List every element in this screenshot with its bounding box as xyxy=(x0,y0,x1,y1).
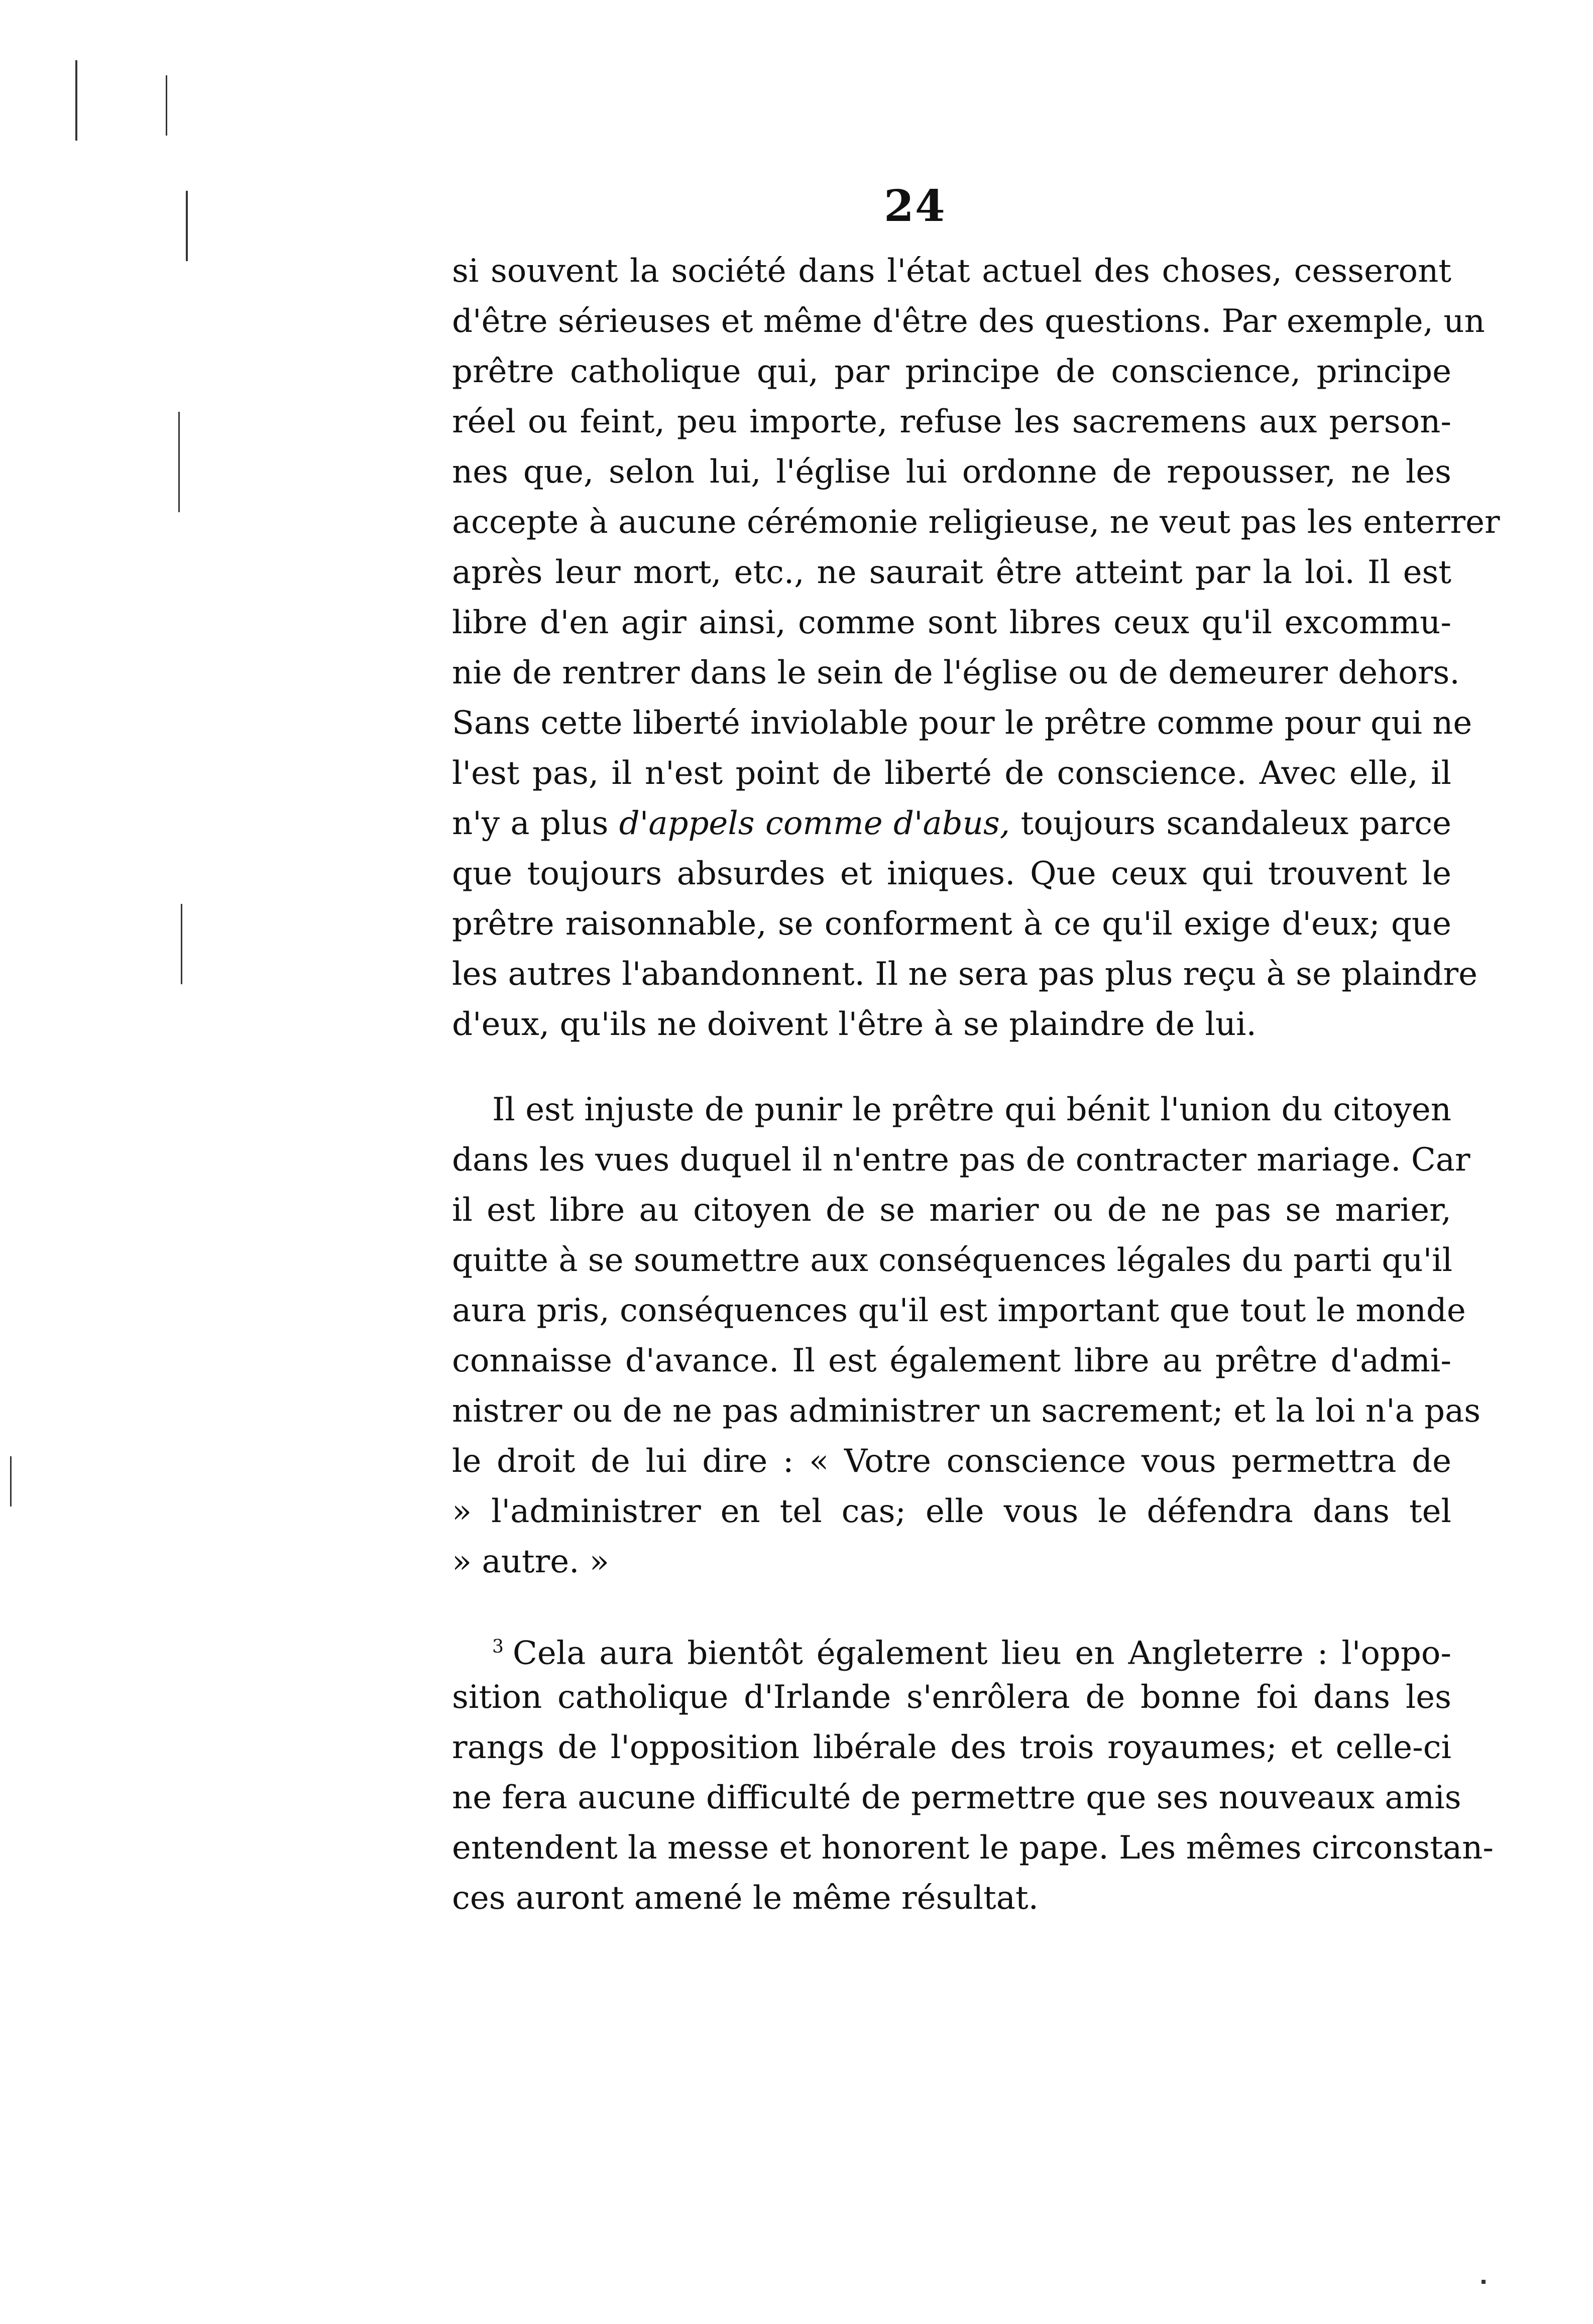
text-line: ces auront amené le même résultat. xyxy=(452,1880,1039,1917)
text-line: entendent la messe et honorent le pape. Les mêmes circonstan- xyxy=(452,1829,1494,1867)
text-line-mixed xyxy=(452,798,1451,849)
scan-artifact xyxy=(166,75,167,136)
text-line: » l'administrer en tel cas; elle vous le défendra dans tel xyxy=(452,1493,1451,1530)
scan-artifact xyxy=(10,1456,12,1506)
page-number: 24 xyxy=(884,181,946,231)
text-line: réel ou feint, peu importe, refuse les sacremens aux person- xyxy=(452,403,1451,440)
text-segment: n'y a plus xyxy=(452,805,619,842)
text-line: que toujours absurdes et iniques. Que ceux qui trouvent le xyxy=(452,855,1451,892)
italic-phrase: d'appels comme d'abus, xyxy=(619,805,1010,842)
footnote-marker: 3 xyxy=(492,1637,504,1657)
text-line: dans les vues duquel il n'entre pas de contracter mariage. Car xyxy=(452,1141,1470,1179)
text-line: nes que, selon lui, l'église lui ordonne de repousser, ne les xyxy=(452,453,1451,491)
text-line: libre d'en agir ainsi, comme sont libres ceux qu'il excommu- xyxy=(452,604,1451,641)
text-segment: Cela aura bientôt également lieu en Angleterre : l'oppo- xyxy=(512,1635,1451,1672)
text-line: l'est pas, il n'est point de liberté de conscience. Avec elle, il xyxy=(452,755,1451,792)
scan-artifact xyxy=(186,191,188,261)
text-line: quitte à se soumettre aux conséquences légales du parti qu'il xyxy=(452,1242,1453,1279)
text-line: d'être sérieuses et même d'être des questions. Par exemple, un xyxy=(452,303,1485,340)
text-line: » autre. » xyxy=(452,1543,609,1580)
paragraph-1 xyxy=(452,246,1500,1050)
text-line: les autres l'abandonnent. Il ne sera pas plus reçu à se plaindre xyxy=(452,956,1477,993)
text-line: nie de rentrer dans le sein de l'église ou de demeurer dehors. xyxy=(452,654,1460,691)
text-line: prêtre catholique qui, par principe de conscience, principe xyxy=(452,353,1451,390)
text-line: aura pris, conséquences qu'il est important que tout le monde xyxy=(452,1292,1466,1329)
text-line: d'eux, qu'ils ne doivent l'être à se plaindre de lui. xyxy=(452,1006,1257,1043)
scan-artifact xyxy=(181,904,182,984)
paragraph-2 xyxy=(452,1085,1481,1587)
text-line: le droit de lui dire : « Votre conscience vous permettra de xyxy=(452,1443,1451,1480)
text-line: nistrer ou de ne pas administrer un sacrement; et la loi n'a pas xyxy=(452,1392,1481,1430)
text-line: après leur mort, etc., ne saurait être atteint par la loi. Il est xyxy=(452,554,1451,591)
text-line: ne fera aucune difficulté de permettre que ses nouveaux amis xyxy=(452,1779,1461,1816)
text-line: sition catholique d'Irlande s'enrôlera de bonne foi dans les xyxy=(452,1679,1451,1716)
footnote-3 xyxy=(452,1622,1494,1923)
text-line: Sans cette liberté inviolable pour le prêtre comme pour qui ne xyxy=(452,705,1472,742)
text-line: Il est injuste de punir le prêtre qui bénit l'union du citoyen xyxy=(492,1091,1451,1128)
text-line: connaisse d'avance. Il est également libre au prêtre d'admi- xyxy=(452,1342,1451,1379)
text-line: rangs de l'opposition libérale des trois royaumes; et celle-ci xyxy=(452,1729,1451,1766)
text-line: si souvent la société dans l'état actuel des choses, cesseront xyxy=(452,253,1451,290)
scan-artifact xyxy=(1482,2280,1486,2284)
scan-artifact xyxy=(75,60,77,141)
scan-artifact xyxy=(178,412,180,512)
text-line-mixed xyxy=(452,1622,1451,1672)
text-line: accepte à aucune cérémonie religieuse, ne veut pas les enterrer xyxy=(452,504,1500,541)
text-line: prêtre raisonnable, se conforment à ce qu'il exige d'eux; que xyxy=(452,905,1451,943)
text-segment: toujours scandaleux parce xyxy=(1010,805,1452,842)
text-line: il est libre au citoyen de se marier ou de ne pas se marier, xyxy=(452,1192,1451,1229)
